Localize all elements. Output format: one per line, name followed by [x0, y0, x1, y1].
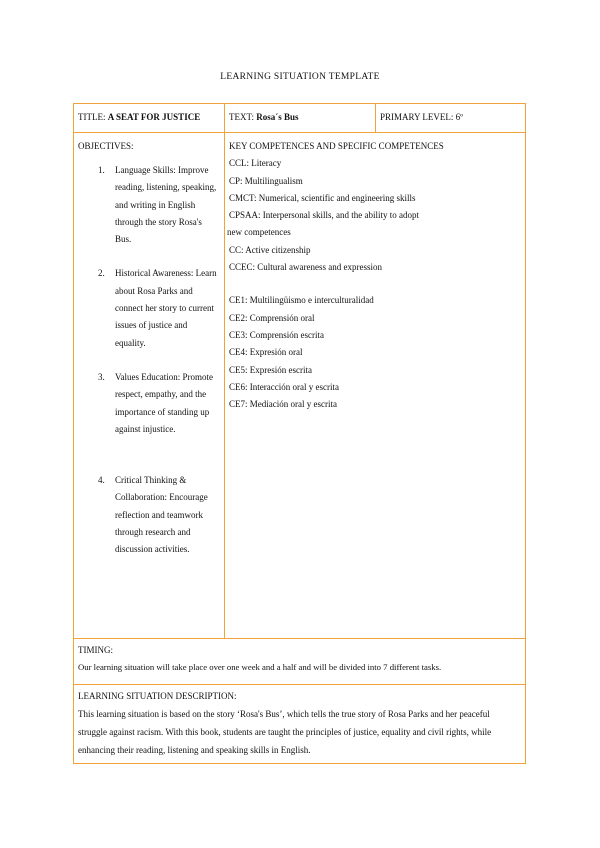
- description-cell: [78, 688, 518, 759]
- specific-competence: CE7: Mediación oral y escrita: [229, 399, 337, 410]
- timing-cell: [78, 642, 524, 676]
- column-divider-1: [224, 104, 225, 638]
- column-divider-2: [375, 104, 376, 132]
- key-competence: CCL: Literacy: [229, 158, 282, 169]
- specific-competence: CE5: Expresión escrita: [229, 364, 312, 375]
- title-cell: [78, 109, 223, 126]
- specific-competence: CE3: Comprensión escrita: [229, 329, 324, 340]
- timing-row-divider: [74, 638, 525, 639]
- document-title: LEARNING SITUATION TEMPLATE: [220, 72, 380, 82]
- level-cell: [380, 109, 524, 126]
- key-competence: CCEC: Cultural awareness and expression: [229, 262, 382, 273]
- specific-competence: CE6: Interacción oral y escrita: [229, 381, 339, 392]
- competences-heading: KEY COMPETENCES AND SPECIFIC COMPETENCES: [229, 141, 444, 151]
- learning-situation-table: [73, 103, 526, 764]
- description-text: This learning situation is based on the story ‘Rosa's Bus’, which tells the true story of Rosa Parks and her peaceful struggle against racism. With this book, students are taught the principles of justice, equality and civil rights, while enhancing their reading, listening and speaking skills in English.: [78, 709, 492, 755]
- text-cell: [229, 109, 374, 126]
- text-value: Rosa´s Bus: [256, 112, 299, 122]
- objectives-heading: OBJECTIVES:: [78, 141, 134, 151]
- specific-competence: CE1: Multilingüismo e interculturalidad: [229, 295, 374, 306]
- objective-item: 3. Values Education: Promote respect, empathy, and the importance of standing up against injustice.: [98, 371, 213, 434]
- text-label: TEXT:: [229, 112, 257, 122]
- competences-cell: [229, 138, 524, 413]
- level-label: PRIMARY LEVEL: 6º: [380, 112, 463, 122]
- title-value: A SEAT FOR JUSTICE: [107, 112, 201, 122]
- specific-competence: CE2: Comprensión oral: [229, 312, 315, 323]
- description-heading: LEARNING SITUATION DESCRIPTION:: [78, 691, 237, 701]
- timing-heading: TIMING:: [78, 645, 113, 655]
- header-row-divider: [74, 132, 525, 133]
- timing-text: Our learning situation will take place over one week and a half and will be divided into 7 different tasks.: [78, 662, 442, 672]
- key-competence: CP: Multilingualism: [229, 175, 303, 186]
- objective-item: 1. Language Skills: Improve reading, listening, speaking, and writing in English through the story Rosa's Bus.: [98, 165, 217, 245]
- specific-competence: CE4: Expresión oral: [229, 347, 303, 358]
- objective-item: 4. Critical Thinking & Collaboration: Encourage reflection and teamwork through research and discussion activities.: [98, 475, 208, 555]
- title-label: TITLE:: [78, 112, 108, 122]
- objectives-cell: [78, 138, 222, 576]
- objectives-list: [78, 162, 222, 559]
- description-row-divider: [74, 684, 525, 685]
- key-competence: CMCT: Numerical, scientific and engineering skills: [229, 192, 416, 203]
- key-competence: CC: Active citizenship: [229, 244, 311, 255]
- key-competence: CPSAA: Interpersonal skills, and the ability to adopt: [229, 210, 419, 221]
- key-competence-continued: new competences: [227, 227, 291, 238]
- objective-item: 2. Historical Awareness: Learn about Rosa Parks and connect her story to current issues of justice and equality.: [98, 268, 217, 348]
